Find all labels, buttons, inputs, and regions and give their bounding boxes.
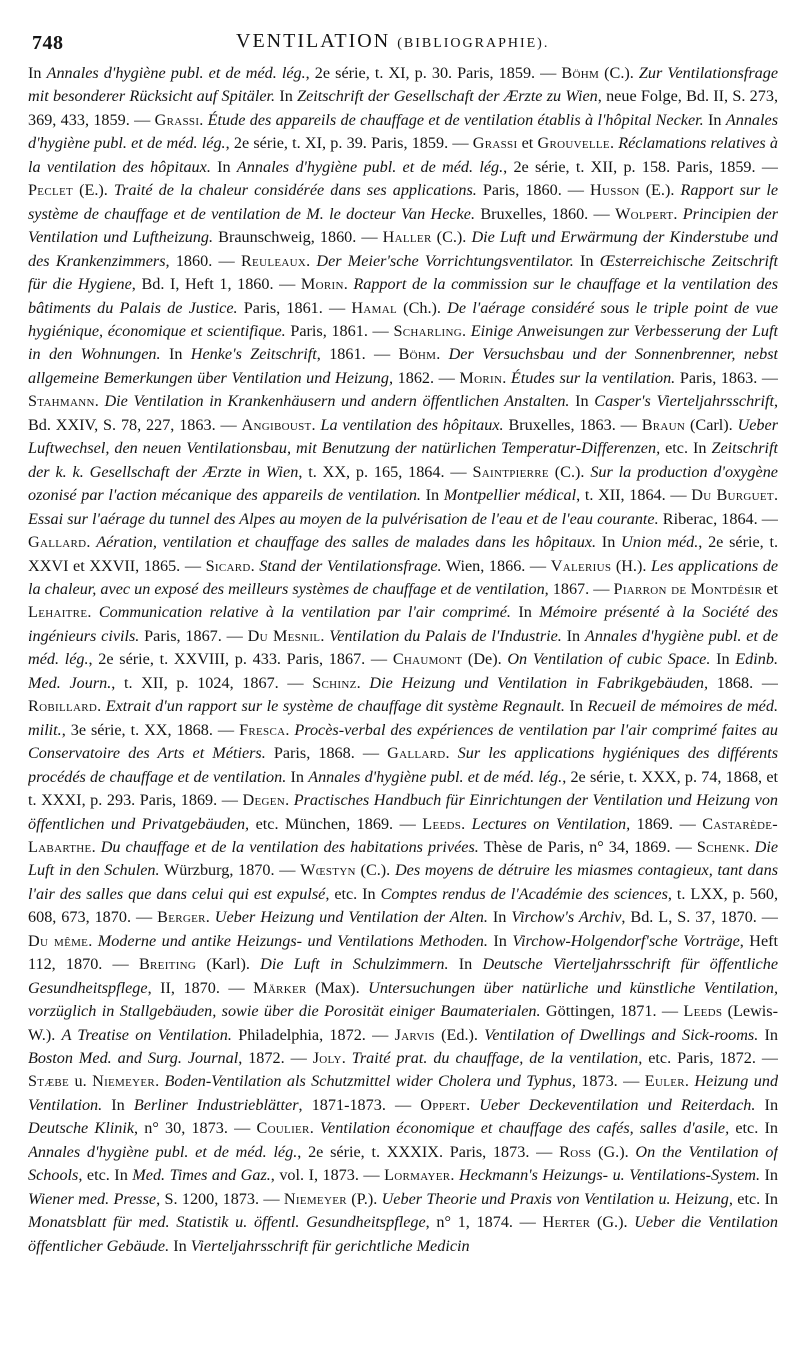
italic-title: Communication relative à la ventilation par l'air comprimé.	[98, 603, 511, 622]
text-run: Philadelphia, 1872. —	[231, 1025, 395, 1044]
italic-title: Principien der Ventilation und Luftheizung.	[28, 204, 778, 247]
text-run: (Lewis-W.).	[28, 1002, 778, 1044]
italic-title: Heckmann's Heizungs- u. Ventilations-System.	[458, 1166, 761, 1185]
author-name: Lehaitre	[28, 603, 88, 622]
italic-title: Aération, ventilation et chauffage des salles de malades dans les hôpitaux.	[96, 533, 597, 552]
italic-title: Mémoire présenté à la Société des ingénieurs civils.	[28, 603, 778, 645]
italic-title: Vierteljahrsschrift für gerichtliche Medicin	[190, 1236, 470, 1255]
text-run: (H.).	[611, 556, 652, 575]
text-run: .	[309, 1119, 320, 1138]
text-run: In	[710, 650, 736, 669]
author-name: Robillard	[28, 697, 98, 716]
italic-title: Die Luft in den Schulen.	[28, 837, 778, 880]
author-name: Morin	[300, 275, 344, 294]
italic-title: Essai sur l'aérage du tunnel des Alpes au moyen de la pulvérisation de l'eau et de l'eau courante.	[28, 509, 659, 528]
text-run: et	[517, 134, 538, 153]
italic-title: Procès-verbal des expériences de ventilation par l'air comprimé faites au Conservatoire des Arts et Métiers.	[28, 720, 778, 763]
italic-title: Practisches Handbuch für Einrichtungen der Ventilation und Heizung von öffentlichen und Privatgebäuden,	[28, 791, 778, 833]
author-name: Berger	[157, 908, 206, 927]
italic-title: Zur Ventilationsfrage mit besonderer Rücksicht auf Spitäler.	[28, 64, 778, 106]
text-run: , Bd. L, S. 37, 1870. —	[621, 908, 778, 927]
text-run: et	[762, 579, 778, 598]
text-run: .	[306, 251, 317, 270]
text-run: (P.).	[346, 1189, 382, 1208]
text-run: .	[205, 908, 215, 927]
text-run: Göttingen, 1871. —	[540, 1002, 684, 1021]
author-name: Märker	[253, 978, 307, 997]
text-run: .	[155, 1072, 165, 1091]
text-run: , II, 1870. —	[147, 978, 254, 997]
text-run: etc. In	[82, 1166, 133, 1185]
text-run: In	[758, 1025, 778, 1044]
text-run: , 2e série, t. XXVI et XXVII, 1865. —	[28, 533, 778, 575]
italic-title: De l'aérage considéré sous le triple point de vue hygiénique, économique et scientifique.	[28, 298, 778, 340]
text-run: , 2e série, t. XXX, p. 74, 1868, et t. XXXI, p. 293. Paris, 1869. —	[28, 767, 778, 810]
text-run: .	[461, 814, 472, 833]
italic-title: Extrait d'un rapport sur le système de chauffage dit système Regnault.	[105, 697, 565, 716]
italic-title: Ueber Heizung und Ventilation der Alten.	[214, 908, 488, 927]
text-run: , 3e série, t. XX, 1868. —	[61, 720, 240, 739]
text-run: , neue Folge, Bd. II, S. 273, 369, 433, 1859. —	[28, 87, 778, 129]
author-name: Grassi	[472, 134, 518, 153]
italic-title: Œsterreichische Zeitschrift für die Hygiene	[28, 251, 778, 294]
text-run: Paris, 1861. —	[237, 298, 352, 317]
text-run: .	[356, 673, 370, 692]
author-name: Braun	[641, 415, 686, 434]
text-run: Paris, 1861. —	[285, 321, 394, 340]
text-run: , t. XX, p. 165, 1864. —	[298, 462, 473, 481]
italic-title: Annales d'hygiène publ. et de méd. lég.	[236, 157, 504, 176]
italic-title: Traité de la chaleur considérée dans ses applications.	[113, 181, 477, 200]
text-run: .	[341, 1049, 352, 1068]
text-run: (Ed.).	[434, 1025, 485, 1044]
italic-title: Die Ventilation in Krankenhäusern und andern öffentlichen Anstalten.	[104, 392, 570, 411]
italic-title: La ventilation des hôpitaux.	[320, 415, 504, 434]
italic-title: Der Versuchsbau und der Sonnenbrenner, nebst allgemeine Bemerkungen über Ventilation und Heizung,	[28, 345, 778, 387]
text-run: .	[250, 556, 260, 575]
italic-title: Annales d'hygiène publ. et de méd. lég.	[28, 1142, 298, 1161]
text-run: .	[502, 368, 511, 387]
italic-title: On the Ventilation of Schools,	[28, 1142, 778, 1185]
author-name: Stæbe	[28, 1072, 70, 1091]
text-run: Bruxelles, 1863. —	[503, 415, 642, 434]
text-run: .	[773, 486, 778, 505]
text-run: In	[420, 486, 444, 505]
text-run: (C.).	[355, 861, 395, 880]
author-name: Joly	[312, 1049, 342, 1068]
text-run: In	[448, 955, 483, 974]
text-run: , t. XII, 1864. —	[576, 486, 692, 505]
text-run: 1862. —	[393, 368, 460, 387]
author-name: Breiting	[138, 955, 197, 974]
text-run: (E.).	[73, 181, 114, 200]
italic-title: Med. Times and Gaz.	[132, 1166, 271, 1185]
text-run: , 2e série, t. XI, p. 39. Paris, 1859. —	[225, 134, 473, 153]
text-run: , 2e série, t. XXXIX. Paris, 1873. —	[297, 1142, 560, 1161]
italic-title: Annales d'hygiène publ. et de méd. lég.	[46, 64, 306, 82]
text-run: etc. In	[729, 1119, 778, 1138]
text-run: Paris, 1863. —	[675, 368, 778, 387]
text-run: In	[760, 1166, 778, 1185]
author-name: Castarède-Labarthe	[28, 814, 778, 856]
author-name: Gallard	[387, 744, 446, 763]
text-run: .	[91, 837, 101, 856]
italic-title: On Ventilation of cubic Space.	[507, 650, 711, 669]
author-name: Wolpert	[615, 204, 674, 223]
italic-title: Montpellier médical	[443, 486, 577, 505]
author-name: Saintpierre	[472, 462, 549, 481]
text-run: .	[609, 134, 619, 153]
italic-title: Des moyens de détruire les miasmes contagieux, tant dans l'air des salles que dans celui qui est expulsé,	[28, 861, 778, 903]
text-run: (E.).	[639, 181, 681, 200]
text-run: .	[94, 392, 105, 411]
italic-title: Réclamations relatives à la ventilation des hôpitaux.	[28, 134, 778, 176]
text-run: , 1872. —	[238, 1049, 313, 1068]
author-name: Leeds	[683, 1002, 723, 1021]
author-name: Lormayer	[384, 1166, 451, 1185]
book-page	[28, 20, 778, 1340]
author-name: Du Mesnil	[247, 626, 321, 645]
bibliography-paragraph	[28, 60, 778, 1258]
text-run: etc. Paris, 1872. —	[642, 1049, 778, 1068]
text-run: .	[320, 626, 330, 645]
italic-title: Heizung und Ventilation.	[28, 1072, 778, 1114]
text-run: In	[275, 87, 298, 106]
text-run: , Heft 112, 1870. —	[28, 931, 778, 974]
author-name: Hamal	[351, 298, 397, 317]
text-run: In	[286, 767, 309, 786]
text-run: Paris, 1867. —	[139, 626, 248, 645]
italic-title: Traité prat. du chauffage, de la ventilation,	[351, 1049, 643, 1068]
author-name: Scharling	[393, 321, 462, 340]
author-name: Niemeyer	[283, 1189, 347, 1208]
author-name: Sicard	[205, 556, 251, 575]
author-name: Gallard	[28, 533, 87, 552]
author-name: Böhm	[398, 345, 437, 364]
author-name: Leeds	[422, 814, 462, 833]
author-name: Schenk	[696, 837, 746, 856]
author-name: Grouvelle	[537, 134, 610, 153]
running-subtitle: (BIBLIOGRAPHIE).	[397, 36, 550, 51]
text-run: Wien, 1866. —	[441, 556, 551, 575]
text-run: u.	[69, 1072, 93, 1091]
text-run: , 2e série, t. XII, p. 158. Paris, 1859. —	[503, 157, 778, 176]
text-run: In	[510, 603, 540, 622]
text-run: In	[487, 908, 512, 927]
author-name: Schinz	[312, 673, 357, 692]
text-run: etc. In	[732, 1189, 778, 1208]
italic-title: Boston Med. and Surg. Journal	[28, 1049, 239, 1068]
text-run: In	[210, 157, 237, 176]
text-run: .	[285, 720, 295, 739]
text-run: , 1861. —	[316, 345, 399, 364]
running-head	[236, 30, 549, 53]
author-name: Morin	[459, 368, 503, 387]
text-run: .	[466, 1095, 480, 1114]
text-run: .	[450, 1166, 459, 1185]
text-run: .	[199, 110, 208, 129]
italic-title: Ventilation du Palais de l'Industrie.	[329, 626, 562, 645]
text-run: , S. 1200, 1873. —	[156, 1189, 284, 1208]
italic-title: Ueber Theorie und Praxis von Ventilation u. Heizung,	[381, 1189, 733, 1208]
italic-title: Zeitschrift der k. k. Gesellschaft der Ærzte in Wien	[28, 439, 778, 481]
text-run: Riberac, 1864. —	[658, 509, 778, 528]
text-run: , t. XII, p. 1024, 1867. —	[111, 673, 313, 692]
text-run: In	[28, 64, 47, 82]
italic-title: Lectures on Ventilation,	[471, 814, 631, 833]
author-name: Grassi	[154, 110, 200, 129]
text-run: .	[436, 345, 449, 364]
italic-title: Die Luft und Erwärmung der Kinderstube und des Krankenzimmers,	[28, 228, 778, 270]
italic-title: Annales d'hygiène publ. et de méd. lég.	[28, 626, 778, 669]
text-run: Braunschweig, 1860. —	[213, 228, 383, 247]
italic-title: Annales d'hygiène publ. et de méd. lég.	[28, 110, 778, 153]
author-name: Herter	[542, 1213, 591, 1232]
italic-title: Moderne und antike Heizungs- und Ventilations Methoden.	[97, 931, 488, 950]
text-run: In	[569, 392, 595, 411]
italic-title: Rapport sur le système de chauffage et de ventilation de M. le docteur Van Hecke.	[28, 181, 778, 223]
text-run: In	[596, 533, 622, 552]
author-name: Haller	[382, 228, 432, 247]
text-run: In	[564, 697, 588, 716]
page-number: 748	[32, 32, 64, 54]
text-run: In	[169, 1236, 191, 1255]
text-run: , Bd. XXIV, S. 78, 227, 1863. —	[28, 392, 778, 434]
italic-title: Wiener med. Presse	[28, 1189, 157, 1208]
italic-title: Virchow's Archiv	[511, 908, 622, 927]
text-run: (C.).	[431, 228, 472, 247]
author-name: Degen	[242, 791, 286, 810]
author-name: Coulier	[256, 1119, 310, 1138]
text-run: .	[97, 697, 106, 716]
italic-title: Ventilation of Dwellings and Sick-rooms.	[484, 1025, 759, 1044]
author-name: Chaumont	[392, 650, 463, 669]
author-name: Böhm	[561, 64, 600, 82]
author-name: Fresca	[239, 720, 286, 739]
italic-title: Zeitschrift der Gesellschaft der Ærzte zu Wien	[297, 87, 598, 106]
italic-title: Rapport de la commission sur le chauffage et la ventilation des bâtiments du Palais de Justice.	[28, 275, 778, 317]
text-run: Thèse de Paris, n° 34, 1869. —	[478, 837, 697, 856]
author-name: Jarvis	[394, 1025, 435, 1044]
italic-title: Étude des appareils de chauffage et de ventilation établis à l'hôpital Necker.	[207, 110, 704, 129]
author-name: Angiboust	[241, 415, 312, 434]
text-run: In	[755, 1095, 778, 1114]
running-title: VENTILATION	[236, 30, 391, 52]
italic-title: Du chauffage et de la ventilation des habitations privées.	[100, 837, 479, 856]
author-name: Stahmann	[28, 392, 95, 411]
text-run: (Max).	[306, 978, 369, 997]
italic-title: Ueber Deckeventilation und Reiterdach.	[479, 1095, 756, 1114]
text-run: Paris, 1860. —	[476, 181, 591, 200]
text-run: In	[573, 251, 600, 270]
text-run: .	[445, 744, 458, 763]
italic-title: Edinb. Med. Journ.	[28, 650, 778, 692]
text-run: .	[88, 931, 98, 950]
author-name: Husson	[590, 181, 640, 200]
italic-title: Union méd.	[621, 533, 699, 552]
text-run: 1873. —	[575, 1072, 645, 1091]
italic-title: Boden-Ventilation als Schutzmittel wider Cholera und Typhus,	[164, 1072, 576, 1091]
text-run: , 1871-1873. —	[298, 1095, 421, 1114]
text-run: Paris, 1868. —	[265, 744, 388, 763]
italic-title: Untersuchungen über natürliche und künstliche Ventilation, vorzüglich in Stallgebäuden, sowie über die Porosität einiger Baumaterialen.	[28, 978, 778, 1021]
italic-title: Berliner Industrieblätter	[133, 1095, 299, 1114]
text-run: .	[343, 275, 354, 294]
text-run: (Karl).	[196, 955, 261, 974]
text-run: In	[102, 1095, 134, 1114]
italic-title: Deutsche Vierteljahrsschrift für öffentliche Gesundheitspflege	[28, 955, 778, 997]
text-run: , 2e série, t. XXVIII, p. 433. Paris, 1867. —	[88, 650, 393, 669]
author-name: Reuleaux	[240, 251, 307, 270]
text-run: (C.).	[548, 462, 591, 481]
author-name: Oppert	[420, 1095, 467, 1114]
text-run: In	[160, 345, 191, 364]
italic-title: Einige Anweisungen zur Verbesserung der Luft in den Wohnungen.	[28, 321, 778, 364]
italic-title: Comptes rendus de l'Académie des sciences	[380, 884, 668, 903]
text-run: , n° 30, 1873. —	[134, 1119, 257, 1138]
text-run: etc. München, 1869. —	[249, 814, 423, 833]
text-run: (De).	[462, 650, 508, 669]
author-name: Ross	[559, 1142, 592, 1161]
italic-title: Deutsche Klinik	[28, 1119, 134, 1138]
author-name: Niemeyer	[92, 1072, 156, 1091]
text-run: .	[86, 533, 97, 552]
text-run: 1860. —	[169, 251, 241, 270]
text-run: (G.).	[591, 1142, 636, 1161]
text-run: (G.).	[590, 1213, 635, 1232]
text-run: , n° 1, 1874. —	[425, 1213, 543, 1232]
page-header	[28, 20, 778, 60]
italic-title: Recueil de mémoires de méd. milit.	[28, 697, 778, 739]
italic-title: Sur la production d'oxygène ozonisé par l'action mécanique des appareils de ventilation.	[28, 462, 778, 505]
italic-title: Ueber die Ventilation öffentlicher Gebäude.	[28, 1213, 778, 1255]
text-run: etc. In	[329, 884, 381, 903]
text-run: (Carl).	[685, 415, 738, 434]
text-run: In	[703, 110, 726, 129]
italic-title: Henke's Zeitschrift	[190, 345, 317, 364]
text-run: .	[87, 603, 99, 622]
italic-title: Virchow-Holgendorf'sche Vorträge	[512, 931, 740, 950]
text-run: .	[673, 204, 683, 223]
italic-title: Ueber Luftwechsel, den neuen Ventilationsbau, mit Benutzung der natürlichen Temperatur-Differenzen,	[28, 415, 778, 458]
text-run: , Bd. I, Heft 1, 1860. —	[131, 275, 301, 294]
author-name: Valerius	[550, 556, 612, 575]
text-run: In	[487, 931, 513, 950]
text-run: , t. LXX, p. 560, 608, 673, 1870. —	[28, 884, 778, 927]
text-run: (Ch.).	[396, 298, 448, 317]
author-name: Piarron de Montdésir	[613, 579, 763, 598]
author-name: Du même	[28, 931, 89, 950]
text-run: 1867. —	[548, 579, 614, 598]
italic-title: Die Luft in Schulzimmern.	[260, 955, 449, 974]
text-run: (C.).	[599, 64, 639, 82]
text-run: .	[461, 321, 471, 340]
italic-title: Les applications de la chaleur, avec un exposé des meilleurs systèmes de chauffage et de ventilation,	[28, 556, 778, 598]
text-run: 1868. —	[708, 673, 778, 692]
italic-title: Monatsblatt für med. Statistik u. öffentl. Gesundheitspflege	[28, 1213, 426, 1232]
text-run: .	[684, 1072, 695, 1091]
italic-title: Sur les applications hygiéniques des différents procédés de chauffage et de ventilation.	[28, 744, 778, 786]
text-run: , vol. I, 1873. —	[270, 1166, 385, 1185]
author-name: Wœstyn	[300, 861, 356, 880]
author-name: Du Burguet	[691, 486, 774, 505]
italic-title: Stand der Ventilationsfrage.	[259, 556, 442, 575]
author-name: Peclet	[28, 181, 74, 200]
italic-title: Ventilation économique et chauffage des cafés, salles d'asile,	[319, 1119, 730, 1138]
italic-title: Études sur la ventilation.	[510, 368, 676, 387]
italic-title: Casper's Vierteljahrsschrift	[594, 392, 774, 411]
italic-title: Annales d'hygiène publ. et de méd. lég.	[308, 767, 563, 786]
text-run: Bruxelles, 1860. —	[475, 204, 616, 223]
text-run: 1869. —	[630, 814, 703, 833]
text-run: , 2e série, t. XI, p. 30. Paris, 1859. —	[305, 64, 562, 82]
author-name: Euler	[644, 1072, 685, 1091]
text-run: .	[285, 791, 294, 810]
italic-title: Die Heizung und Ventilation in Fabrikgebäuden,	[369, 673, 709, 692]
text-run: .	[745, 837, 755, 856]
text-run: In	[561, 626, 585, 645]
text-run: .	[311, 415, 321, 434]
italic-title: Der Meier'sche Vorrichtungsventilator.	[316, 251, 574, 270]
text-run: Würzburg, 1870. —	[159, 861, 301, 880]
text-run: etc. In	[660, 439, 712, 458]
italic-title: A Treatise on Ventilation.	[61, 1025, 232, 1044]
